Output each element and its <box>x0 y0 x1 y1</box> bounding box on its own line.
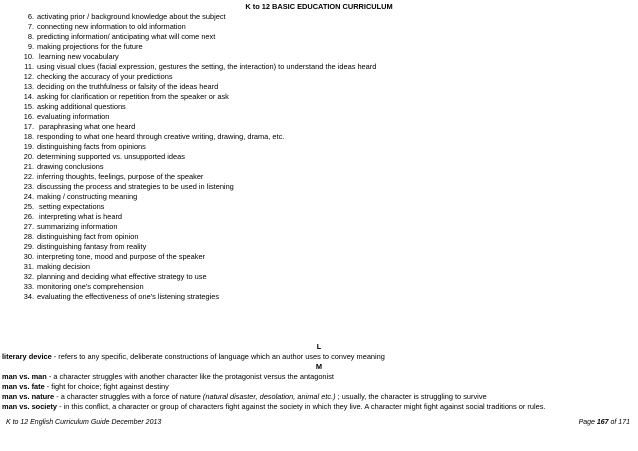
glossary-definition: - fight for choice; fight against destiny <box>44 382 169 391</box>
list-item <box>18 62 628 72</box>
page-label: Page <box>578 419 597 426</box>
list-item <box>18 162 628 172</box>
item-number: 6. <box>27 12 34 21</box>
glossary-definition: - in this conflict, a character or group of characters fight against the society in which they live. A character might fight against social traditions or rules. <box>57 402 546 411</box>
item-text: checking the accuracy of your predictions <box>37 72 173 81</box>
item-text: setting expectations <box>37 202 105 211</box>
list-item <box>18 182 628 192</box>
glossary-definition: - a character struggles with another character like the protagonist versus the antagonist <box>46 372 334 381</box>
section-letter-l: L <box>316 342 322 351</box>
list-item <box>18 92 628 102</box>
glossary-entry-man-vs-society <box>2 402 636 412</box>
item-number: 10. <box>23 52 34 61</box>
item-number: 22. <box>23 172 34 181</box>
item-text: determining supported vs. unsupported ideas <box>37 152 185 161</box>
item-text: connecting new information to old information <box>37 22 186 31</box>
item-number: 33. <box>23 282 34 291</box>
glossary-entry-man-vs-nature <box>2 392 636 402</box>
item-number: 29. <box>23 242 34 251</box>
list-item <box>18 282 628 292</box>
item-text: discussing the process and strategies to be used in listening <box>37 182 234 191</box>
list-item <box>18 252 628 262</box>
list-item <box>18 52 628 62</box>
glossary-term: man vs. fate <box>2 382 45 391</box>
list-item <box>18 22 628 32</box>
item-text: making decision <box>37 262 90 271</box>
item-text: responding to what one heard through creative writing, drawing, drama, etc. <box>37 132 285 141</box>
list-item <box>18 42 628 52</box>
item-number: 14. <box>23 92 34 101</box>
glossary-term: literary device <box>2 352 52 361</box>
list-item <box>18 272 628 282</box>
item-number: 34. <box>23 292 34 301</box>
item-text: making / constructing meaning <box>37 192 138 201</box>
document-header: K to 12 BASIC EDUCATION CURRICULUM <box>245 2 393 11</box>
list-item <box>18 242 628 252</box>
item-number: 27. <box>23 222 34 231</box>
item-text: evaluating information <box>37 112 110 121</box>
item-number: 12. <box>23 72 34 81</box>
item-number: 20. <box>23 152 34 161</box>
item-number: 15. <box>23 102 34 111</box>
list-item <box>18 172 628 182</box>
section-letter-m: M <box>315 362 323 371</box>
page-current: 167 <box>596 419 609 426</box>
item-text: distinguishing fact from opinion <box>37 232 139 241</box>
item-number: 23. <box>23 182 34 191</box>
item-number: 25. <box>23 202 34 211</box>
item-number: 18. <box>23 132 34 141</box>
list-item <box>18 142 628 152</box>
item-text: distinguishing fantasy from reality <box>37 242 147 251</box>
item-text: planning and deciding what effective strategy to use <box>37 272 207 281</box>
item-number: 17. <box>23 122 34 131</box>
list-item <box>18 12 628 22</box>
list-item <box>18 32 628 42</box>
item-number: 16. <box>23 112 34 121</box>
glossary-definition: - a character struggles with a force of nature <box>54 392 203 401</box>
page-total: of 171 <box>608 419 630 426</box>
glossary-definition: - refers to any specific, deliberate constructions of language which an author uses to convey meaning <box>51 352 385 361</box>
list-item <box>18 132 628 142</box>
footer-guide-title: K to 12 English Curriculum Guide December 2013 <box>6 419 162 426</box>
item-text: asking additional questions <box>37 102 126 111</box>
item-text: activating prior / background knowledge about the subject <box>37 12 226 21</box>
item-number: 21. <box>23 162 34 171</box>
listening-strategies-list <box>18 12 628 302</box>
item-text: deciding on the truthfulness or falsity of the ideas heard <box>37 82 219 91</box>
item-text: interpreting tone, mood and purpose of the speaker <box>37 252 206 261</box>
glossary-definition-cont: ; usually, the character is struggling to survive <box>335 392 487 401</box>
list-item <box>18 72 628 82</box>
list-item <box>18 122 628 132</box>
footer-page-number <box>579 418 630 428</box>
item-number: 9. <box>27 42 34 51</box>
glossary-term: man vs. society <box>2 402 58 411</box>
item-number: 30. <box>23 252 34 261</box>
item-text: making projections for the future <box>37 42 143 51</box>
glossary-definition-italic: (natural disaster, desolation, animal etc.) <box>202 392 336 401</box>
item-number: 13. <box>23 82 34 91</box>
item-number: 32. <box>23 272 34 281</box>
item-text: inferring thoughts, feelings, purpose of the speaker <box>37 172 204 181</box>
list-item <box>18 202 628 212</box>
item-text: asking for clarification or repetition from the speaker or ask <box>37 92 229 101</box>
glossary-entry-man-vs-man <box>2 372 636 382</box>
list-item <box>18 102 628 112</box>
list-item <box>18 152 628 162</box>
list-item <box>18 232 628 242</box>
glossary-entry-man-vs-fate <box>2 382 636 392</box>
glossary-term: man vs. nature <box>2 392 55 401</box>
item-text: using visual clues (facial expression, gestures the setting, the interaction) to understand the ideas heard <box>37 62 377 71</box>
list-item <box>18 212 628 222</box>
list-item <box>18 192 628 202</box>
item-number: 11. <box>24 62 34 71</box>
item-text: learning new vocabulary <box>37 52 119 61</box>
item-text: predicting information/ anticipating what will come next <box>37 32 216 41</box>
item-text: interpreting what is heard <box>37 212 123 221</box>
item-text: drawing conclusions <box>37 162 104 171</box>
list-item <box>18 262 628 272</box>
list-item <box>18 292 628 302</box>
item-number: 26. <box>23 212 34 221</box>
item-text: distinguishing facts from opinions <box>37 142 146 151</box>
item-number: 24. <box>23 192 34 201</box>
list-item <box>18 112 628 122</box>
item-text: paraphrasing what one heard <box>37 122 136 131</box>
item-number: 19. <box>23 142 34 151</box>
item-number: 8. <box>27 32 34 41</box>
glossary-entry-literary-device <box>2 352 636 362</box>
item-number: 28. <box>23 232 34 241</box>
item-number: 7. <box>27 22 34 31</box>
item-text: summarizing information <box>37 222 118 231</box>
list-item <box>18 82 628 92</box>
glossary-term: man vs. man <box>2 372 47 381</box>
list-item <box>18 222 628 232</box>
item-text: evaluating the effectiveness of one's listening strategies <box>37 292 220 301</box>
item-number: 31. <box>23 262 34 271</box>
item-text: monitoring one's comprehension <box>37 282 144 291</box>
